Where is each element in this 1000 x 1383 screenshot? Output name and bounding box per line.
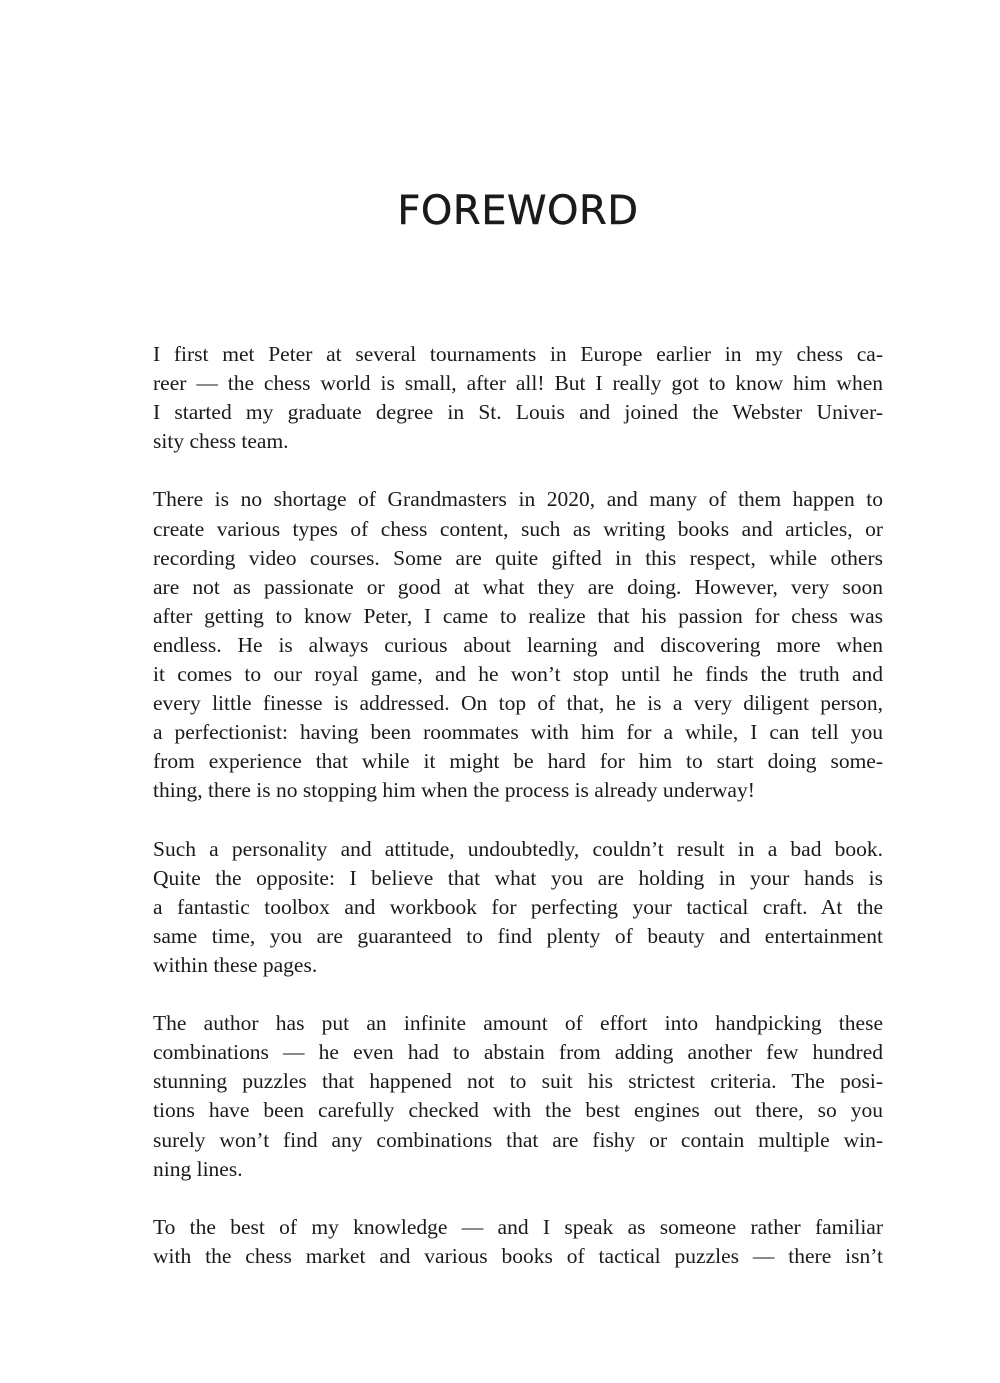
text-line: The author has put an infinite amount of effort into handpicking these	[153, 1011, 883, 1036]
text-line: tions have been carefully checked with the best engines out there, so you	[153, 1098, 883, 1123]
paragraph	[153, 1009, 883, 1184]
text-line: create various types of chess content, such as writing books and articles, or	[153, 516, 883, 541]
text-line: same time, you are guaranteed to find plenty of beauty and entertainment	[153, 923, 883, 948]
paragraph	[153, 340, 883, 456]
text-line: stunning puzzles that happened not to suit his strictest criteria. The posi-	[153, 1069, 883, 1094]
paragraph	[153, 835, 883, 980]
foreword-body	[153, 340, 883, 1300]
text-line: are not as passionate or good at what they are doing. However, very soon	[153, 574, 883, 599]
text-line: it comes to our royal game, and he won’t stop until he finds the truth and	[153, 662, 883, 687]
text-line: I first met Peter at several tournaments in Europe earlier in my chess ca-	[153, 342, 883, 366]
text-line: To the best of my knowledge — and I speak as someone rather familiar	[153, 1214, 883, 1239]
text-line: Such a personality and attitude, undoubtedly, couldn’t result in a bad book.	[153, 836, 883, 861]
text-line: Quite the opposite: I believe that what you are holding in your hands is	[153, 865, 883, 890]
paragraph	[153, 1213, 883, 1271]
text-line: after getting to know Peter, I came to realize that his passion for chess was	[153, 603, 883, 628]
text-line: with the chess market and various books of tactical puzzles — there isn’t	[153, 1243, 883, 1268]
text-line: reer — the chess world is small, after all! But I really got to know him when	[153, 371, 883, 396]
text-line: combinations — he even had to abstain from adding another few hundred	[153, 1040, 883, 1065]
text-line: within these pages.	[153, 952, 318, 977]
text-line: thing, there is no stopping him when the process is already underway!	[153, 778, 755, 803]
chapter-heading: FOREWORD	[397, 187, 639, 234]
text-line: a fantastic toolbox and workbook for perfecting your tactical craft. At the	[153, 894, 883, 919]
text-line: surely won’t find any combinations that are fishy or contain multiple win-	[153, 1127, 883, 1152]
text-line: I started my graduate degree in St. Louis and joined the Webster Univer-	[153, 400, 883, 425]
text-line: There is no shortage of Grandmasters in 2020, and many of them happen to	[153, 487, 883, 512]
text-line: sity chess team.	[153, 429, 289, 454]
text-line: recording video courses. Some are quite gifted in this respect, while others	[153, 545, 883, 570]
text-line: ning lines.	[153, 1156, 243, 1181]
text-line: a perfectionist: having been roommates with him for a while, I can tell you	[153, 720, 883, 745]
text-line: endless. He is always curious about learning and discovering more when	[153, 632, 883, 657]
paragraph	[153, 485, 883, 805]
text-line: every little finesse is addressed. On top of that, he is a very diligent person,	[153, 691, 883, 716]
text-line: from experience that while it might be hard for him to start doing some-	[153, 749, 883, 774]
